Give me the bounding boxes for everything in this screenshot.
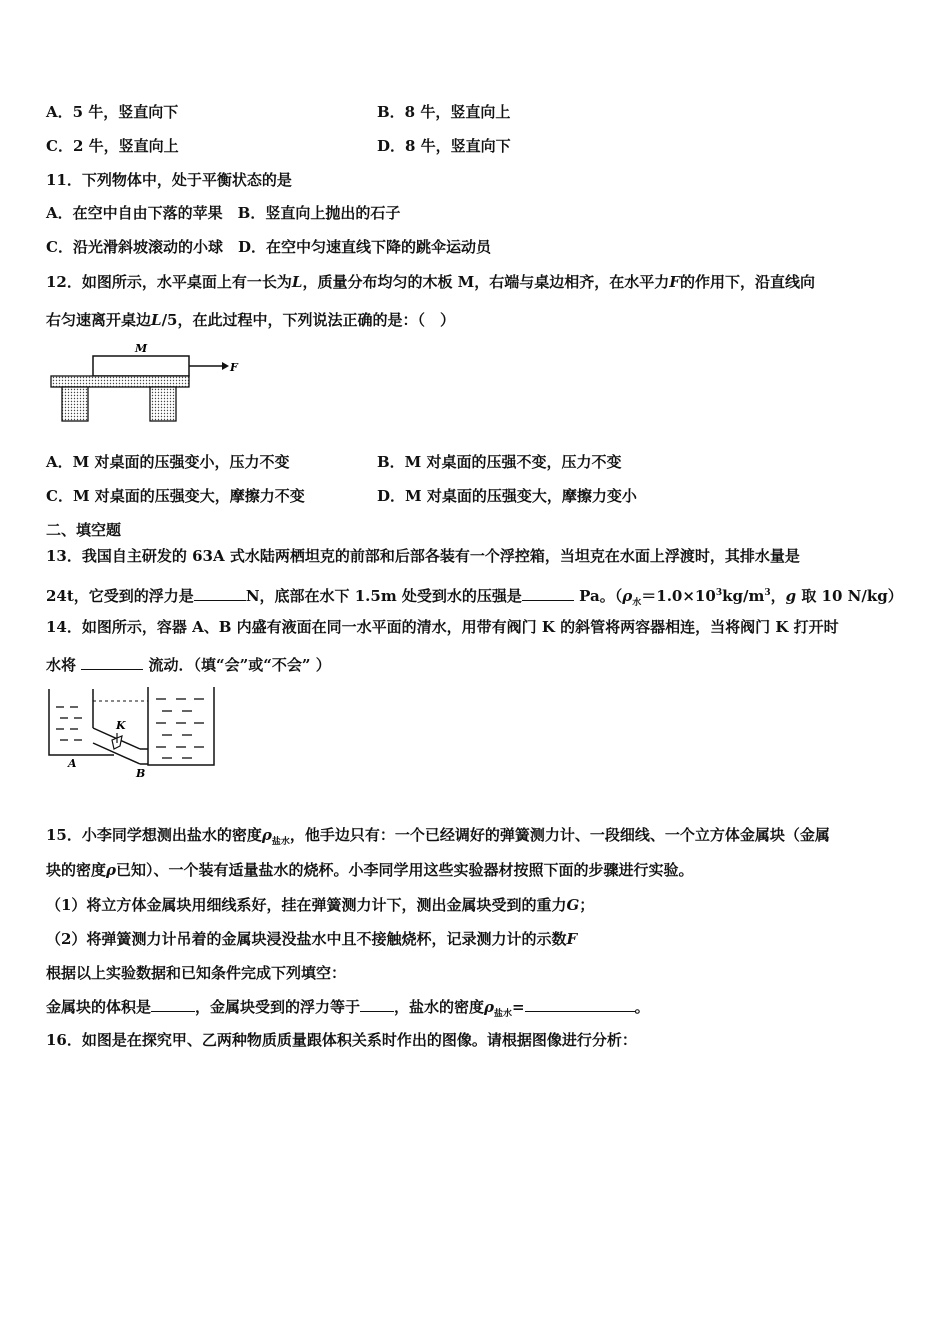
q12-option-d[interactable]: D．M 对桌面的压强变大，摩擦力变小 (377, 487, 637, 505)
q12-var-L: L (291, 273, 303, 291)
q14-figure (44, 685, 224, 789)
q12-text: /5，在此过程中，下列说法正确的是：（ ） (161, 311, 455, 329)
q10-option-b[interactable]: B．8 牛，竖直向上 (377, 103, 511, 121)
q16-stem: 16．如图是在探究甲、乙两种物质质量跟体积关系时作出的图像。请根据图像进行分析： (46, 1031, 637, 1049)
board-m (93, 356, 189, 376)
q13-text: 24t，它受到的浮力是 (46, 587, 194, 605)
q12-options-row1 (46, 452, 622, 472)
q13-text: ， (770, 587, 786, 605)
q14-text: 水将 (46, 656, 82, 674)
q12-text: 的作用下，沿直线向 (679, 273, 815, 291)
q14-fig-label-k: K (116, 719, 126, 732)
table-leg-left (62, 387, 88, 421)
q13-text: Pa。（ (573, 587, 623, 605)
q10-option-c[interactable]: C．2 牛，竖直向上 (46, 137, 179, 155)
q13-stem-line2 (46, 583, 903, 613)
q13-rho-symbol: ρ (622, 587, 633, 605)
q14-stem-line2 (46, 655, 331, 675)
q15-instruction: 根据以上实验数据和已知条件完成下列填空： (46, 964, 347, 982)
q10-options-row2 (46, 136, 511, 156)
q13-text: kg/m (722, 587, 765, 605)
q15-blank-density[interactable] (525, 997, 635, 1012)
q15-blank-volume[interactable] (151, 997, 195, 1012)
q11-stem: 11．下列物体中，处于平衡状态的是 (46, 171, 292, 189)
q14-stem-line1: 14．如图所示，容器 A、B 内盛有液面在同一水平面的清水，用带有阀门 K 的斜管将两容器相连，当将阀门 K 打开时 (46, 618, 839, 636)
container-a-wall (49, 689, 114, 755)
q15-stem-line1 (46, 825, 830, 852)
q15-text: 块的密度 (46, 861, 107, 879)
q12-figure (46, 340, 246, 425)
q10-options-row1 (46, 102, 511, 122)
q15-text: = (512, 998, 525, 1016)
q15-rho-symbol: ρ (261, 826, 272, 844)
q13-exponent: 3 (715, 588, 723, 598)
q15-text: 已知）、一个装有适量盐水的烧杯。小李同学用这些实验器材按照下面的步骤进行实验。 (116, 861, 694, 879)
q15-text: ，盐水的密度 (394, 998, 485, 1016)
q12-var-F: F (669, 273, 680, 291)
q15-text: 15．小李同学想测出盐水的密度 (46, 826, 262, 844)
q15-step1 (46, 895, 594, 915)
q15-text: 。 (634, 998, 650, 1016)
q11-options-cd[interactable]: C．沿光滑斜坡滚动的小球 D．在空中匀速直线下降的跳伞运动员 (46, 238, 491, 256)
q12-fig-label-f: F (230, 361, 238, 374)
q15-text: （2）将弹簧测力计吊着的金属块浸没盐水中且不接触烧杯，记录测力计的示数 (46, 930, 567, 948)
q13-text: ＝1.0×10 (641, 587, 716, 605)
q12-fig-label-m: M (135, 342, 148, 355)
table-top (51, 376, 189, 387)
q11-options-ab[interactable]: A．在空中自由下落的苹果 B．竖直向上抛出的石子 (46, 204, 401, 222)
q15-text: ； (579, 896, 595, 914)
q12-text: 12．如图所示，水平桌面上有一长为 (46, 273, 292, 291)
q14-fig-label-b: B (136, 767, 146, 780)
q10-option-d[interactable]: D．8 牛，竖直向下 (377, 137, 511, 155)
q13-stem-line1: 13．我国自主研发的 63A 式水陆两栖坦克的前部和后部各装有一个浮控箱，当坦克在水面上浮渡时，其排水量是 (46, 547, 800, 565)
q12-option-c[interactable]: C．M 对桌面的压强变大，摩擦力不变 (46, 487, 305, 505)
q12-var-L: L (151, 311, 162, 329)
q12-option-a[interactable]: A．M 对桌面的压强变小，压力不变 (46, 453, 290, 471)
q13-blank-pressure[interactable] (522, 586, 574, 601)
q13-rho-subscript: 水 (632, 598, 642, 608)
q15-rho-subscript: 盐水 (271, 837, 290, 847)
water-b (156, 699, 204, 758)
q15-var-g: G (566, 896, 580, 914)
q15-step2 (46, 929, 577, 949)
q12-text: ，质量分布均匀的木板 M，右端与桌边相齐，在水平力 (302, 273, 670, 291)
q13-exponent: 3 (764, 588, 771, 598)
section-fill-blank-title: 二、填空题 (46, 521, 122, 539)
q12-stem-line2 (46, 310, 455, 330)
q12-option-b[interactable]: B．M 对桌面的压强不变，压力不变 (377, 453, 622, 471)
q15-blank-buoyancy[interactable] (360, 997, 394, 1012)
water-a (56, 707, 82, 740)
q15-stem-line2 (46, 860, 694, 880)
q13-text: N，底部在水下 1.5m 处受到水的压强是 (245, 587, 522, 605)
q13-g-symbol: g (785, 587, 797, 605)
q14-blank[interactable] (81, 655, 143, 670)
q14-text: 流动．（填“会”或“不会” ） (143, 656, 331, 674)
q12-text: 右匀速离开桌边 (46, 311, 152, 329)
q15-rho-symbol: ρ (106, 861, 116, 879)
q15-var-f: F (566, 930, 578, 948)
q14-fig-label-a: A (68, 757, 77, 770)
q13-text: 取 10 N/kg） (796, 587, 903, 605)
q12-options-row2 (46, 486, 637, 506)
q15-blanks-line (46, 997, 650, 1024)
q15-rho-subscript: 盐水 (494, 1009, 513, 1019)
table-leg-right (150, 387, 176, 421)
q13-blank-buoyancy[interactable] (194, 586, 246, 601)
q12-stem-line1 (46, 272, 815, 292)
q15-text: 金属块的体积是 (46, 998, 152, 1016)
q15-text: （1）将立方体金属块用细线系好，挂在弹簧测力计下，测出金属块受到的重力 (46, 896, 567, 914)
q10-option-a[interactable]: A．5 牛，竖直向下 (46, 103, 179, 121)
force-arrowhead (222, 362, 229, 370)
q15-rho-symbol: ρ (484, 998, 495, 1016)
q15-text: ，金属块受到的浮力等于 (195, 998, 361, 1016)
q15-text: ，他手边只有：一个已经调好的弹簧测力计、一段细线、一个立方体金属块（金属 (289, 826, 830, 844)
